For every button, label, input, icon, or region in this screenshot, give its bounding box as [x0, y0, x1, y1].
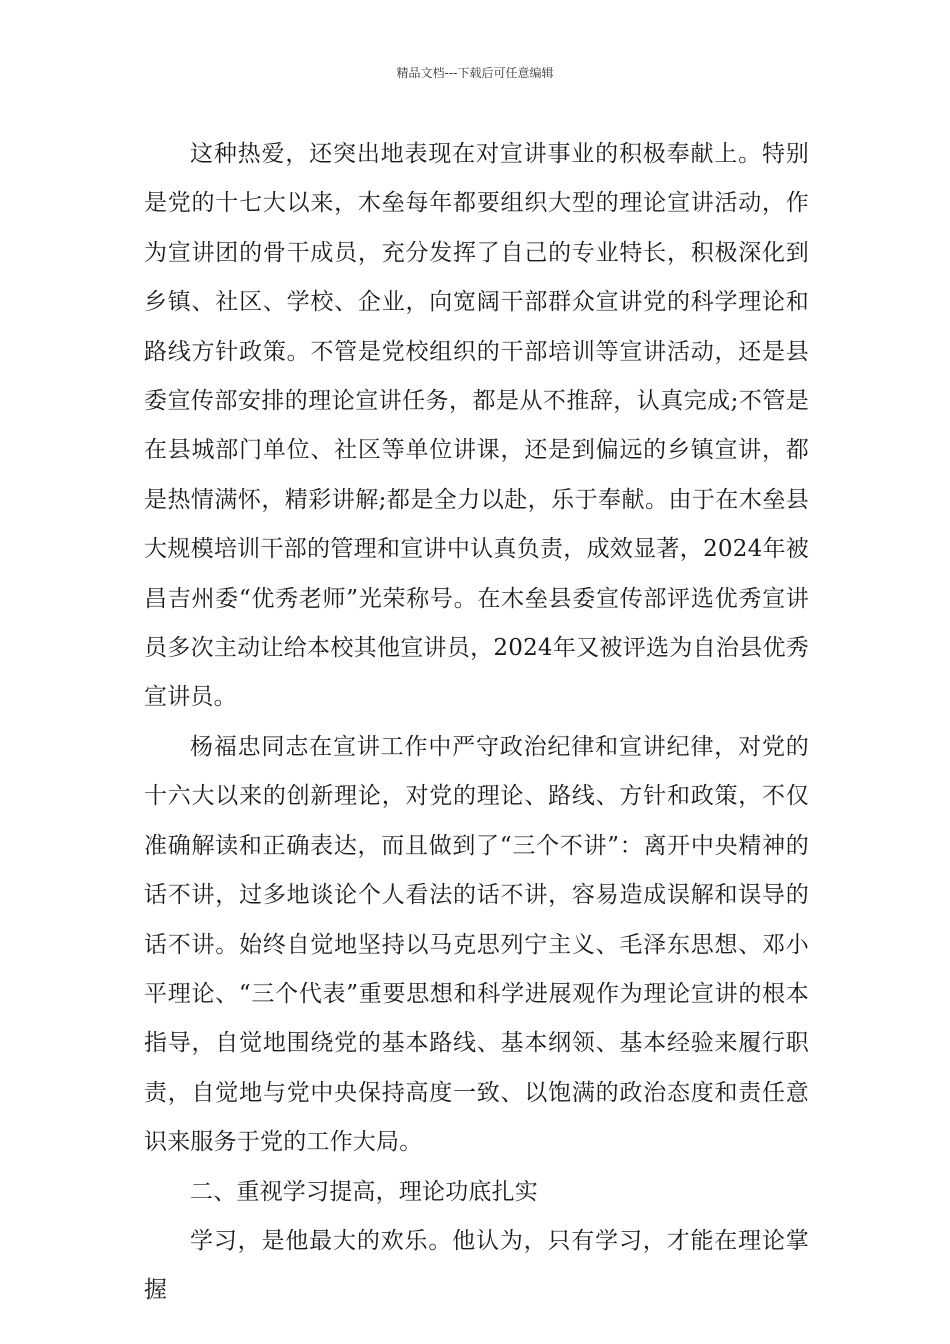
paragraph-discipline: 杨福忠同志在宣讲工作中严守政治纪律和宣讲纪律，对党的十六大以来的创新理论，对党的理论、路线、方针和政策，不仅准确解读和正确表达，而且做到了“三个不讲”：离开中央精神的话不讲，过多地谈论个人看法的话不讲，容易造成误解和误导的话不讲。始终自觉地坚持以马克思列宁主义、毛泽东思想、邓小平理论、“三个代表”重要思想和科学进展观作为理论宣讲的根本指导，自觉地围绕党的基本路线、基本纲领、基本经验来履行职责，自觉地与党中央保持高度一致、以饱满的政治态度和责任意识来服务于党的工作大局。 [144, 733, 809, 1156]
page-header: 精品文档---下载后可任意编辑 [396, 66, 554, 80]
document-body [144, 130, 809, 1316]
section-heading: 二、重视学习提高，理论功底扎实 [190, 1178, 538, 1205]
paragraph-study: 学习，是他最大的欢乐。他认为，只有学习，才能在理论掌握 [144, 1227, 809, 1304]
paragraph-dedication: 这种热爱，还突出地表现在对宣讲事业的积极奉献上。特别是党的十七大以来，木垒每年都要组织大型的理论宣讲活动，作为宣讲团的骨干成员，充分发挥了自己的专业特长，积极深化到乡镇、社区、学校、企业，向宽阔干部群众宣讲党的科学理论和路线方针政策。不管是党校组织的干部培训等宣讲活动，还是县委宣传部安排的理论宣讲任务，都是从不推辞，认真完成;不管是在县城部门单位、社区等单位讲课，还是到偏远的乡镇宣讲，都是热情满怀，精彩讲解;都是全力以赴，乐于奉献。由于在木垒县大规模培训干部的管理和宣讲中认真负责，成效显著，2024年被昌吉州委“优秀老师”光荣称号。在木垒县委宣传部评选优秀宣讲员多次主动让给本校其他宣讲员，2024年又被评选为自治县优秀宣讲员。 [144, 141, 809, 711]
